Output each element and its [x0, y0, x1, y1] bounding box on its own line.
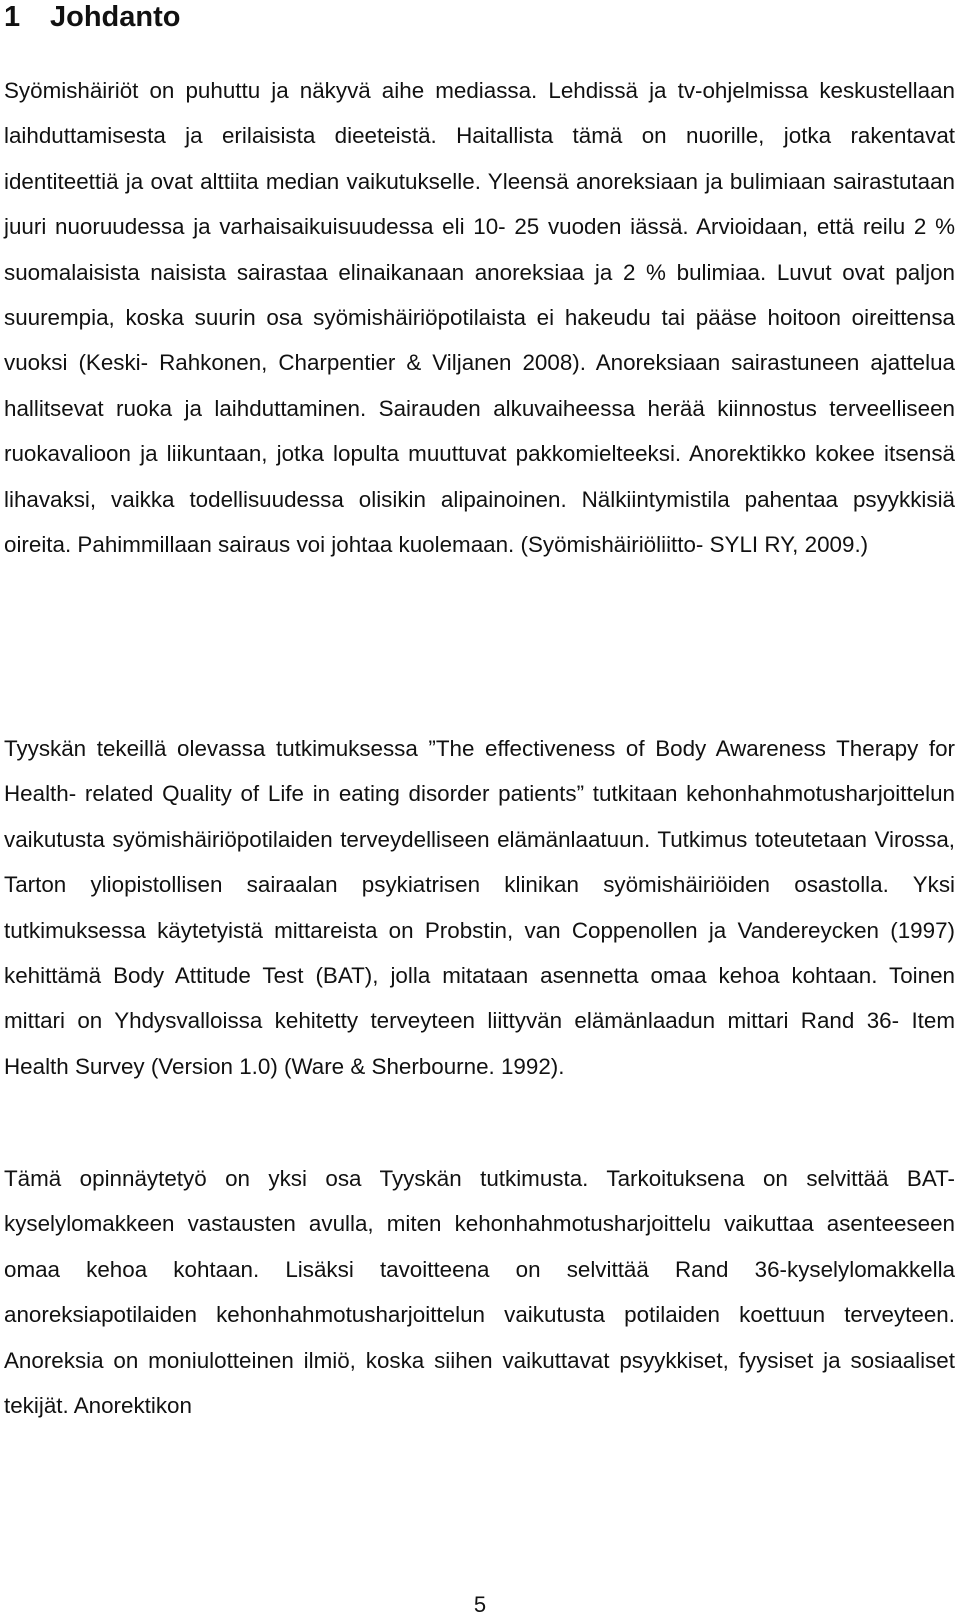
paragraph-2: Tyyskän tekeillä olevassa tutkimuksessa ”The effectiveness of Body Awareness Therapy for Health- related Quality of Life in eating disorder patients” tutkitaan kehonhahmotusharjoittelun vaikutusta syömishäiriöpotilaiden terveydelliseen elämänlaatuun. Tutkimus toteutetaan Virossa, Tarton yliopistollisen sairaalan psykiatrisen klinikan syömishäiriöiden osastolla. Yksi tutkimuksessa käytetyistä mittareista on Probstin, van Coppenollen ja Vandereycken (1997) kehittämä Body Attitude Test (BAT), jolla mitataan asennetta omaa kehoa kohtaan. Toinen mittari on Yhdysvalloissa kehitetty terveyteen liittyvän elämänlaadun mittari Rand 36- Item Health Survey (Version 1.0) (Ware & Sherbourne. 1992).	[4, 736, 955, 1079]
chapter-number: 1	[4, 1, 21, 33]
chapter-heading	[4, 0, 181, 34]
page-number: 5	[473, 1592, 487, 1617]
chapter-title: Johdanto	[50, 1, 181, 33]
paragraph-1: Syömishäiriöt on puhuttu ja näkyvä aihe mediassa. Lehdissä ja tv-ohjelmissa keskustellaan laihduttamisesta ja erilaisista dieeteistä. Haitallista tämä on nuorille, jotka rakentavat identiteettiä ja ovat alttiita median vaikutukselle. Yleensä anoreksiaan ja bulimiaan sairastutaan juuri nuoruudessa ja varhaisaikuisuudessa eli 10- 25 vuoden iässä. Arvioidaan, että reilu 2 % suomalaisista naisista sairastaa elinaikanaan anoreksiaa ja 2 % bulimiaa. Luvut ovat paljon suurempia, koska suurin osa syömishäiriöpotilaista ei hakeudu tai pääse hoitoon oireittensa vuoksi (Keski- Rahkonen, Charpentier & Viljanen 2008). Anoreksiaan sairastuneen ajattelua hallitsevat ruoka ja laihduttaminen. Sairauden alkuvaiheessa herää kiinnostus terveelliseen ruokavalioon ja liikuntaan, jotka lopulta muuttuvat pakkomielteeksi. Anorektikko kokee itsensä lihavaksi, vaikka todellisuudessa olisikin alipainoinen. Nälkiintymistila pahentaa psyykkisiä oireita. Pahimmillaan sairaus voi johtaa kuolemaan. (Syömishäiriöliitto- SYLI RY, 2009.)	[4, 78, 955, 558]
paragraph-3: Tämä opinnäytetyö on yksi osa Tyyskän tutkimusta. Tarkoituksena on selvittää BAT-kyselylomakkeen vastausten avulla, miten kehonhahmotusharjoittelu vaikuttaa asenteeseen omaa kehoa kohtaan. Lisäksi tavoitteena on selvittää Rand 36-kyselylomakkella anoreksiapotilaiden kehonhahmotusharjoittelun vaikutusta potilaiden koettuun terveyteen. Anoreksia on moniulotteinen ilmiö, koska siihen vaikuttavat psyykkiset, fyysiset ja sosiaaliset tekijät. Anorektikon	[4, 1166, 955, 1419]
